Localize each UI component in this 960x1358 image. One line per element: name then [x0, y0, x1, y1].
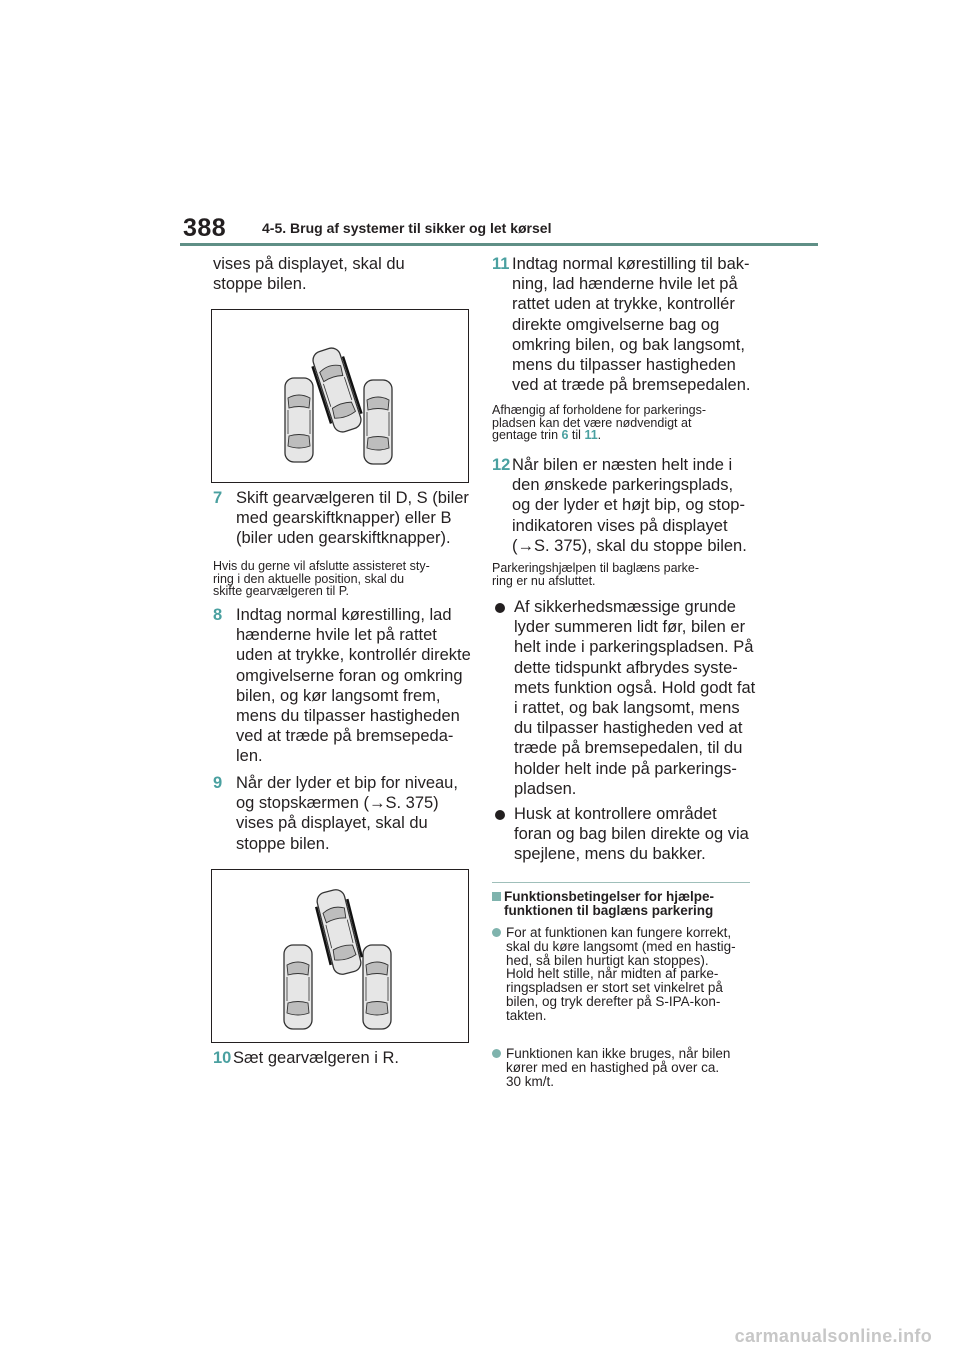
watermark[interactable]: carmanualsonline.info: [734, 1326, 932, 1346]
step-line: len.: [236, 747, 263, 766]
step-line: den ønskede parkeringsplads,: [512, 476, 734, 495]
step-line: hænderne hvile let på rattet: [236, 626, 437, 645]
step-line: og der lyder et højt bip, og stop-: [512, 496, 745, 515]
note-line: kører med en hastighed på over ca.: [506, 1059, 720, 1075]
intro-text: [213, 254, 475, 294]
parking-illustration-stop: [211, 869, 469, 1043]
condition-note-1: [492, 926, 760, 1023]
step-line: [512, 536, 760, 556]
bullet-safety: [492, 597, 760, 799]
note-line: Funktionen kan ikke bruges, når bilen: [506, 1046, 731, 1061]
intro-line: vises på displayet, skal du: [213, 255, 405, 273]
bullet-line: Husk at kontrollere området: [514, 805, 717, 823]
note-line: 30 km/t.: [506, 1073, 555, 1089]
bullet-icon: [492, 1049, 501, 1058]
step-number: 10: [213, 1049, 232, 1067]
text-part: gentage trin: [492, 428, 562, 443]
step-reference: 11: [584, 428, 598, 443]
step-12: [492, 455, 760, 556]
step-8: [213, 605, 475, 767]
note-repeat-steps: [492, 404, 760, 442]
parking-cars-drawing: [212, 870, 468, 1042]
step-line: (biler uden gearskiftknapper).: [236, 529, 451, 548]
parked-car-right: [363, 945, 391, 1029]
note-line: skifte gearvælgeren til P.: [213, 584, 349, 599]
step-line: Når bilen er næsten helt inde i: [512, 456, 733, 474]
note-line: Parkeringshjælpen til baglæns parke-: [492, 561, 700, 575]
step-line: uden at trykke, kontrollér direkte: [236, 646, 471, 665]
step-line: Sæt gearvælgeren i R.: [233, 1049, 399, 1067]
heading-line: funktionen til baglæns parkering: [504, 902, 714, 918]
step-line: stoppe bilen.: [236, 834, 330, 853]
note-line: Hold helt stille, når midten af parke-: [506, 966, 719, 982]
bullet-line: træde på bremsepedalen, til du: [514, 739, 743, 758]
note-line: bilen, og tryk derefter på S-IPA-kon-: [506, 993, 721, 1009]
step-line: ved at træde på bremsepedalen.: [512, 376, 751, 395]
bullet-line: dette tidspunkt afbrydes syste-: [514, 658, 738, 677]
step-line: rattet uden at trykke, kontrollér: [512, 295, 735, 314]
bullet-line: spejlene, mens du bakker.: [514, 845, 706, 864]
bullet-icon: [495, 603, 505, 613]
text-part: .: [597, 428, 602, 443]
step-number: 8: [213, 606, 223, 624]
step-line: mens du tilpasser hastigheden: [236, 707, 460, 726]
bullet-line: holder helt inde på parkerings-: [514, 759, 737, 778]
text-part: og stopskærmen (: [236, 794, 369, 813]
step-number: 11: [492, 255, 510, 273]
parked-car-left: [284, 945, 312, 1029]
arrow-icon: →: [517, 536, 534, 555]
bullet-line: helt inde i parkeringspladsen. På: [514, 638, 754, 657]
step-line: omgivelserne foran og omkring: [236, 666, 463, 685]
bullet-line: mets funktion også. Hold godt fat: [514, 678, 756, 697]
step-line: bilen, og kør langsomt frem,: [236, 686, 441, 705]
arrow-icon: →: [368, 794, 386, 813]
step-number: 12: [492, 456, 511, 474]
note-finish-steering: [213, 560, 475, 598]
bullet-line: Af sikkerhedsmæssige grunde: [514, 598, 736, 616]
condition-note-2: [492, 1047, 760, 1088]
parked-car-left: [285, 378, 313, 462]
step-line: mens du tilpasser hastigheden: [512, 356, 736, 375]
step-line: direkte omgivelserne bag og: [512, 315, 720, 334]
page-reference: S. 375), skal du stoppe bilen.: [534, 536, 747, 555]
bullet-check-area: [492, 804, 760, 865]
step-10: [213, 1048, 475, 1068]
step-line: Indtag normal kørestilling til bak-: [512, 255, 750, 273]
step-reference: 6: [561, 428, 569, 443]
note-line: takten.: [506, 1007, 547, 1023]
note-line: ring i den aktuelle position, skal du: [213, 571, 405, 586]
page-number: 388: [183, 214, 227, 242]
square-bullet-icon: [492, 892, 501, 901]
bullet-line: lyder summeren lidt før, bilen er: [514, 618, 746, 637]
note-line: ringspladsen er stort set vinkelret på: [506, 980, 723, 996]
step-line: Når der lyder et bip for niveau,: [236, 774, 458, 792]
bullet-line: pladsen.: [514, 779, 577, 798]
page-reference: S. 375): [385, 794, 439, 813]
bullet-icon: [492, 928, 501, 937]
heading-line: Funktionsbetingelser for hjælpe-: [504, 889, 715, 904]
parked-car-right: [364, 380, 392, 464]
bullet-line: i rattet, og bak langsomt, mens: [514, 699, 740, 718]
note-parking-finished: [492, 562, 760, 587]
bullet-icon: [495, 810, 505, 820]
note-line: Afhængig af forholdene for parkerings-: [492, 403, 707, 417]
text-part: til: [568, 428, 585, 443]
note-line: skal du køre langsomt (med en hastig-: [506, 938, 736, 954]
ego-car: [309, 345, 365, 435]
header-rule: [180, 243, 818, 246]
bullet-line: foran og bag bilen direkte og via: [514, 825, 749, 844]
note-line: For at funktionen kan fungere korrekt,: [506, 925, 732, 940]
ego-car: [313, 887, 364, 976]
note-line: [492, 429, 760, 442]
step-line: omkring bilen, og bak langsomt,: [512, 335, 745, 354]
parking-cars-drawing: [212, 310, 468, 482]
step-number: 9: [213, 774, 223, 792]
step-line: Skift gearvælgeren til D, S (biler: [236, 489, 469, 507]
bullet-line: du tilpasser hastigheden ved at: [514, 719, 743, 738]
step-line: ning, lad hænderne hvile let på: [512, 275, 738, 294]
step-line: ved at træde på bremsepeda-: [236, 727, 454, 746]
note-line: pladsen kan det være nødvendigt at: [492, 415, 692, 430]
step-11: [492, 254, 760, 395]
step-7: [213, 488, 475, 549]
step-number: 7: [213, 489, 223, 507]
text-part: (: [512, 536, 518, 555]
step-line: vises på displayet, skal du: [236, 814, 428, 833]
note-line: Hvis du gerne vil afslutte assisteret sty-: [213, 559, 430, 573]
step-line: indikatoren vises på displayet: [512, 516, 728, 535]
parking-illustration-forward: [211, 309, 469, 483]
chapter-title: 4-5. Brug af systemer til sikker og let kørsel: [262, 220, 552, 236]
intro-line: stoppe bilen.: [213, 275, 307, 294]
section-heading: [492, 890, 760, 918]
section-divider: [492, 882, 750, 883]
step-9: [213, 773, 475, 854]
step-line: Indtag normal kørestilling, lad: [236, 606, 452, 624]
note-line: ring er nu afsluttet.: [492, 573, 596, 588]
step-line: med gearskiftknapper) eller B: [236, 509, 452, 528]
step-line: [236, 793, 475, 813]
note-line: hed, så bilen hurtigt kan stoppes).: [506, 952, 709, 968]
